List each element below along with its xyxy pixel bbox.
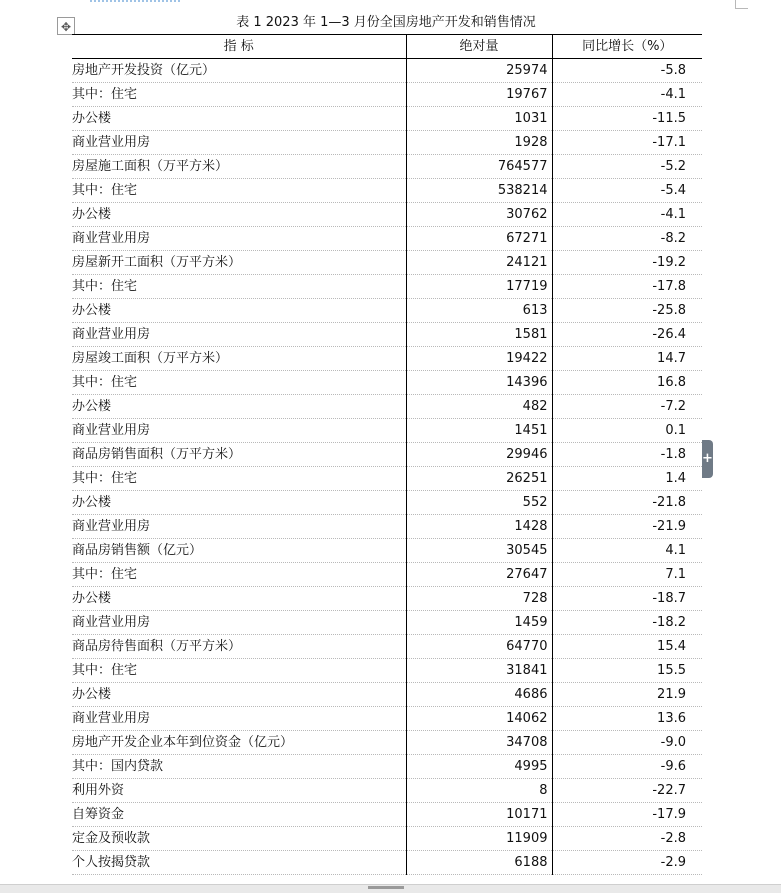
header-absolute: 绝对量 — [406, 35, 552, 59]
table-row — [72, 515, 702, 539]
row-indicator: 商业营业用房 — [72, 707, 406, 731]
row-yoy-growth: -4.1 — [552, 83, 702, 107]
row-absolute-value: 10171 — [406, 803, 552, 827]
row-indicator: 房屋施工面积（万平方米） — [72, 155, 406, 179]
row-absolute-value: 1581 — [406, 323, 552, 347]
row-indicator: 自筹资金 — [72, 803, 406, 827]
row-indicator: 商业营业用房 — [72, 323, 406, 347]
row-yoy-growth: -26.4 — [552, 323, 702, 347]
row-indicator: 办公楼 — [72, 107, 406, 131]
row-yoy-growth: -5.8 — [552, 59, 702, 83]
move-arrows-icon[interactable]: ✥ — [57, 17, 75, 35]
row-yoy-growth: 16.8 — [552, 371, 702, 395]
row-absolute-value: 8 — [406, 779, 552, 803]
faint-top-mark — [90, 0, 180, 6]
row-indicator: 办公楼 — [72, 587, 406, 611]
row-yoy-growth: 15.4 — [552, 635, 702, 659]
row-yoy-growth: 14.7 — [552, 347, 702, 371]
row-absolute-value: 14396 — [406, 371, 552, 395]
header-yoy-growth: 同比增长（%） — [552, 35, 702, 59]
row-absolute-value: 19422 — [406, 347, 552, 371]
row-indicator: 办公楼 — [72, 491, 406, 515]
row-indicator: 房屋竣工面积（万平方米） — [72, 347, 406, 371]
row-indicator: 商业营业用房 — [72, 131, 406, 155]
row-absolute-value: 64770 — [406, 635, 552, 659]
row-yoy-growth: -21.9 — [552, 515, 702, 539]
row-yoy-growth: -5.4 — [552, 179, 702, 203]
row-yoy-growth: -18.2 — [552, 611, 702, 635]
row-yoy-growth: -7.2 — [552, 395, 702, 419]
table-row — [72, 275, 702, 299]
table-row — [72, 803, 702, 827]
row-yoy-growth: -17.1 — [552, 131, 702, 155]
table-row — [72, 203, 702, 227]
row-absolute-value: 34708 — [406, 731, 552, 755]
table-row — [72, 563, 702, 587]
row-yoy-growth: -22.7 — [552, 779, 702, 803]
row-indicator: 办公楼 — [72, 299, 406, 323]
table-row — [72, 131, 702, 155]
row-absolute-value: 67271 — [406, 227, 552, 251]
row-yoy-growth: -18.7 — [552, 587, 702, 611]
table-row — [72, 371, 702, 395]
table-row — [72, 467, 702, 491]
table-row — [72, 107, 702, 131]
row-absolute-value: 27647 — [406, 563, 552, 587]
row-indicator: 办公楼 — [72, 203, 406, 227]
row-indicator: 其中：住宅 — [72, 179, 406, 203]
row-indicator: 商业营业用房 — [72, 611, 406, 635]
row-indicator: 办公楼 — [72, 395, 406, 419]
row-absolute-value: 728 — [406, 587, 552, 611]
row-absolute-value: 482 — [406, 395, 552, 419]
row-absolute-value: 17719 — [406, 275, 552, 299]
row-yoy-growth: 21.9 — [552, 683, 702, 707]
row-absolute-value: 26251 — [406, 467, 552, 491]
row-yoy-growth: -4.1 — [552, 203, 702, 227]
table-row — [72, 683, 702, 707]
table-row — [72, 443, 702, 467]
row-yoy-growth: -17.8 — [552, 275, 702, 299]
table-row — [72, 539, 702, 563]
table-row — [72, 83, 702, 107]
row-absolute-value: 30762 — [406, 203, 552, 227]
data-table — [72, 34, 702, 875]
row-indicator: 商品房销售面积（万平方米） — [72, 443, 406, 467]
row-indicator: 其中：住宅 — [72, 275, 406, 299]
row-indicator: 商业营业用房 — [72, 419, 406, 443]
row-yoy-growth: -9.6 — [552, 755, 702, 779]
row-yoy-growth: -1.8 — [552, 443, 702, 467]
row-yoy-growth: -5.2 — [552, 155, 702, 179]
table-row — [72, 707, 702, 731]
row-indicator: 利用外资 — [72, 779, 406, 803]
table-row — [72, 419, 702, 443]
row-indicator: 其中：国内贷款 — [72, 755, 406, 779]
row-absolute-value: 14062 — [406, 707, 552, 731]
row-absolute-value: 30545 — [406, 539, 552, 563]
row-absolute-value: 1928 — [406, 131, 552, 155]
scrollbar-thumb[interactable] — [368, 886, 404, 889]
row-yoy-growth: 4.1 — [552, 539, 702, 563]
row-indicator: 房地产开发投资（亿元） — [72, 59, 406, 83]
row-yoy-growth: -21.8 — [552, 491, 702, 515]
table-row — [72, 827, 702, 851]
row-yoy-growth: -19.2 — [552, 251, 702, 275]
row-indicator: 其中：住宅 — [72, 371, 406, 395]
row-absolute-value: 11909 — [406, 827, 552, 851]
row-indicator: 个人按揭贷款 — [72, 851, 406, 875]
row-yoy-growth: -2.8 — [552, 827, 702, 851]
table-row — [72, 395, 702, 419]
plus-icon: + — [702, 451, 713, 466]
side-expand-tab[interactable] — [702, 440, 713, 478]
header-indicator: 指 标 — [72, 35, 406, 59]
table-row — [72, 587, 702, 611]
table-row — [72, 155, 702, 179]
table-row — [72, 323, 702, 347]
table-row — [72, 227, 702, 251]
row-indicator: 其中：住宅 — [72, 563, 406, 587]
row-absolute-value: 25974 — [406, 59, 552, 83]
row-absolute-value: 19767 — [406, 83, 552, 107]
row-yoy-growth: 7.1 — [552, 563, 702, 587]
row-indicator: 其中：住宅 — [72, 659, 406, 683]
row-absolute-value: 764577 — [406, 155, 552, 179]
row-absolute-value: 1459 — [406, 611, 552, 635]
row-absolute-value: 4995 — [406, 755, 552, 779]
row-absolute-value: 6188 — [406, 851, 552, 875]
row-absolute-value: 31841 — [406, 659, 552, 683]
row-indicator: 房地产开发企业本年到位资金（亿元） — [72, 731, 406, 755]
row-yoy-growth: -8.2 — [552, 227, 702, 251]
row-indicator: 商业营业用房 — [72, 515, 406, 539]
row-yoy-growth: 13.6 — [552, 707, 702, 731]
table-row — [72, 635, 702, 659]
row-indicator: 其中：住宅 — [72, 83, 406, 107]
row-yoy-growth: -2.9 — [552, 851, 702, 875]
row-absolute-value: 538214 — [406, 179, 552, 203]
row-absolute-value: 1451 — [406, 419, 552, 443]
row-indicator: 其中：住宅 — [72, 467, 406, 491]
row-absolute-value: 24121 — [406, 251, 552, 275]
row-absolute-value: 552 — [406, 491, 552, 515]
table-row — [72, 347, 702, 371]
row-absolute-value: 1428 — [406, 515, 552, 539]
row-yoy-growth: -17.9 — [552, 803, 702, 827]
row-absolute-value: 613 — [406, 299, 552, 323]
row-yoy-growth: -25.8 — [552, 299, 702, 323]
margin-corner-mark — [735, 0, 748, 9]
row-indicator: 商业营业用房 — [72, 227, 406, 251]
table-row — [72, 779, 702, 803]
table-row — [72, 731, 702, 755]
table-row — [72, 299, 702, 323]
row-indicator: 定金及预收款 — [72, 827, 406, 851]
table-row — [72, 491, 702, 515]
table-title: 表 1 2023 年 1—3 月份全国房地产开发和销售情况 — [236, 15, 536, 30]
table-header-row — [72, 35, 702, 59]
row-absolute-value: 4686 — [406, 683, 552, 707]
table-row — [72, 251, 702, 275]
row-indicator: 房屋新开工面积（万平方米） — [72, 251, 406, 275]
row-yoy-growth: 0.1 — [552, 419, 702, 443]
table-row — [72, 611, 702, 635]
table-row — [72, 59, 702, 83]
row-yoy-growth: -9.0 — [552, 731, 702, 755]
row-absolute-value: 1031 — [406, 107, 552, 131]
table-row — [72, 851, 702, 875]
row-absolute-value: 29946 — [406, 443, 552, 467]
row-yoy-growth: 15.5 — [552, 659, 702, 683]
row-indicator: 商品房销售额（亿元） — [72, 539, 406, 563]
row-yoy-growth: 1.4 — [552, 467, 702, 491]
table-row — [72, 755, 702, 779]
row-indicator: 商品房待售面积（万平方米） — [72, 635, 406, 659]
table-row — [72, 179, 702, 203]
row-yoy-growth: -11.5 — [552, 107, 702, 131]
table-row — [72, 659, 702, 683]
row-indicator: 办公楼 — [72, 683, 406, 707]
